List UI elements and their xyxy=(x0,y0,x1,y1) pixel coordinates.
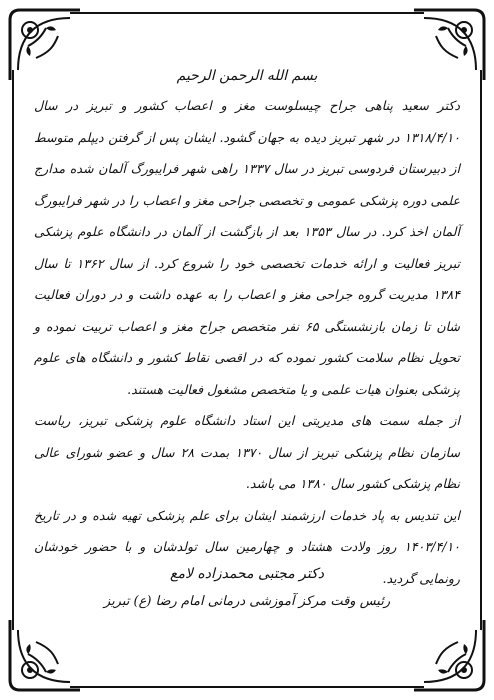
border-left-line xyxy=(12,70,14,630)
border-top-line xyxy=(70,12,424,14)
signature-block xyxy=(60,566,434,609)
document-body xyxy=(34,68,460,630)
border-bottom-line xyxy=(70,686,424,688)
paragraph-positions: از جمله سمت های مدیریتی این استاد دانشگاه علوم پزشکی تبریز، ریاست سازمان نظام پزشکی تبریز از سال ۱۳۷۰ بمدت ۲۸ سال و عضو شورای عالی نظام پزشکی کشور سال ۱۳۸۰ می باشد. xyxy=(34,413,461,491)
signatory-title: رئیس وقت مرکز آموزشی درمانی امام رضا (ع) تبریز xyxy=(103,594,391,609)
signatory-name: دکتر مجتبی محمدزاده لامع xyxy=(170,566,324,582)
border-right-line xyxy=(480,70,482,630)
paragraph-biography: دکتر سعید پناهی جراح چیسلوست مغز و اعصاب کشور و تبریز در سال ۱۳۱۸/۴/۱۰ در شهر تبریز دیده به جهان گشود. ایشان پس از گرفتن دیپلم متوسط از دبیرستان فردوسی تبریز در سال ۱۳۳۷ راهی شهر فرایبورگ آلمان شده مدارج علمی دوره پزشکی عمومی و تخصصی جراحی مغز و اعصاب را در شهر فرایبورگ آلمان اخذ کرد. در سال ۱۳۵۳ بعد از بازگشت از آلمان در دانشگاه علوم پزشکی تبریز فعالیت و ارائه خدمات تخصصی خود را شروع کرد. از سال ۱۳۶۲ تا سال ۱۳۸۴ مدیریت گروه جراحی مغز و اعصاب را به عهده داشت و در دوران فعالیت شان تا زمان بازنشستگی ۶۵ نفر متخصص جراح مغز و اعصاب تربیت نموده و تحویل نظام سلامت کشور نموده که در اقصی نقاط کشور و دانشگاه های علوم پزشکی بعنوان هیات علمی و یا متخصص مشغول فعالیت هستند. xyxy=(34,98,460,397)
paragraph-statue-dedication: این تندیس به پاد خدمات ارزشمند ایشان برای علم پزشکی تهیه شده و در تاریخ ۱۴۰۳/۴/۱۰ روز ولادت هشتاد و چهارمین سال تولدشان و با حضور خودشان رونمایی گردید. xyxy=(34,507,460,586)
basmala-heading: بسم الله الرحمن الرحیم xyxy=(176,68,318,84)
